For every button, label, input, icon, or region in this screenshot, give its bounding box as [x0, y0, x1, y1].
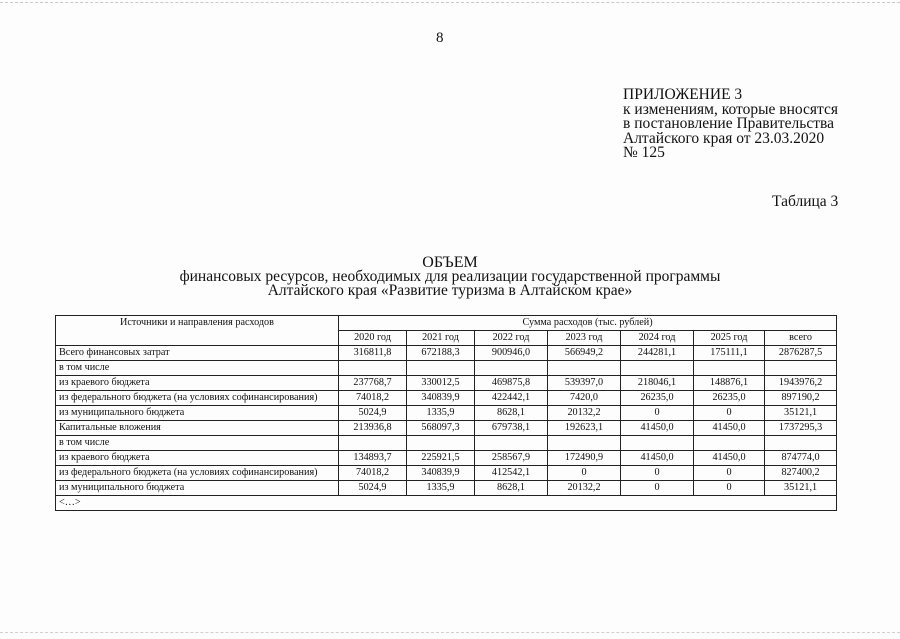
row-label: из муниципального бюджета	[56, 481, 339, 496]
value-cell: 5024,9	[339, 406, 407, 421]
value-cell: 0	[621, 406, 694, 421]
row-label: из краевого бюджета	[56, 376, 339, 391]
value-cell: 192623,1	[548, 421, 621, 436]
appendix-title: ПРИЛОЖЕНИЕ 3	[623, 86, 743, 103]
budget-table	[55, 315, 837, 511]
value-cell: 258567,9	[475, 451, 548, 466]
row-label: из муниципального бюджета	[56, 406, 339, 421]
row-label: Всего финансовых затрат	[56, 346, 339, 361]
value-cell	[548, 361, 621, 376]
value-cell	[694, 436, 765, 451]
value-cell: 74018,2	[339, 466, 407, 481]
table-label: Таблица 3	[772, 193, 839, 210]
value-cell	[765, 436, 837, 451]
value-cell	[475, 361, 548, 376]
value-cell	[339, 436, 407, 451]
value-cell: 172490,9	[548, 451, 621, 466]
row-label: из федерального бюджета (на условиях софинансирования)	[56, 466, 339, 481]
table-row	[56, 481, 837, 496]
value-cell: 20132,2	[548, 406, 621, 421]
table-row	[56, 466, 837, 481]
value-cell: 74018,2	[339, 391, 407, 406]
value-cell: 1737295,3	[765, 421, 837, 436]
header-sources: Источники и направления расходов	[56, 316, 339, 346]
value-cell: 218046,1	[621, 376, 694, 391]
table-header-row	[56, 316, 837, 331]
header-year: 2024 год	[621, 331, 694, 346]
table-row	[56, 391, 837, 406]
row-label: Капитальные вложения	[56, 421, 339, 436]
value-cell: 566949,2	[548, 346, 621, 361]
value-cell	[621, 436, 694, 451]
value-cell: 679738,1	[475, 421, 548, 436]
value-cell: 20132,2	[548, 481, 621, 496]
value-cell	[339, 361, 407, 376]
value-cell: 340839,9	[407, 466, 475, 481]
document-title	[150, 256, 750, 298]
value-cell: 0	[694, 466, 765, 481]
value-cell: 134893,7	[339, 451, 407, 466]
value-cell: 568097,3	[407, 421, 475, 436]
table-row	[56, 406, 837, 421]
header-sum: Сумма расходов (тыс. рублей)	[339, 316, 837, 331]
title-line: финансовых ресурсов, необходимых для реализации государственной программы	[179, 268, 721, 285]
value-cell: 237768,7	[339, 376, 407, 391]
header-year: 2021 год	[407, 331, 475, 346]
value-cell: 0	[694, 481, 765, 496]
table-row	[56, 451, 837, 466]
scan-edge-top	[0, 2, 900, 3]
table-row	[56, 436, 837, 451]
header-total: всего	[765, 331, 837, 346]
value-cell: 412542,1	[475, 466, 548, 481]
value-cell: 0	[548, 466, 621, 481]
value-cell: 672188,3	[407, 346, 475, 361]
value-cell: 827400,2	[765, 466, 837, 481]
value-cell: 41450,0	[694, 421, 765, 436]
appendix-line: № 125	[623, 144, 665, 161]
value-cell: 1335,9	[407, 481, 475, 496]
value-cell: 35121,1	[765, 481, 837, 496]
value-cell: 26235,0	[694, 391, 765, 406]
table-row	[56, 361, 837, 376]
header-year: 2022 год	[475, 331, 548, 346]
value-cell	[694, 361, 765, 376]
header-year: 2023 год	[548, 331, 621, 346]
value-cell: 41450,0	[621, 421, 694, 436]
value-cell: 1335,9	[407, 406, 475, 421]
value-cell: 8628,1	[475, 406, 548, 421]
value-cell: 1943976,2	[765, 376, 837, 391]
value-cell: 7420,0	[548, 391, 621, 406]
appendix-line: в постановление Правительства	[623, 115, 835, 132]
appendix-line: Алтайского края от 23.03.2020	[623, 129, 825, 147]
value-cell	[621, 361, 694, 376]
value-cell: 897190,2	[765, 391, 837, 406]
value-cell: 213936,8	[339, 421, 407, 436]
value-cell	[475, 436, 548, 451]
row-label: из краевого бюджета	[56, 451, 339, 466]
title-main: ОБЪЕМ	[422, 254, 478, 271]
value-cell: 0	[621, 481, 694, 496]
table-row	[56, 376, 837, 391]
ellipsis-cell: <…>	[56, 496, 837, 511]
header-year: 2020 год	[339, 331, 407, 346]
row-label: в том числе	[56, 361, 339, 376]
table-row	[56, 346, 837, 361]
value-cell: 5024,9	[339, 481, 407, 496]
value-cell: 0	[621, 466, 694, 481]
value-cell: 0	[694, 406, 765, 421]
value-cell: 244281,1	[621, 346, 694, 361]
value-cell	[548, 436, 621, 451]
value-cell: 175111,1	[694, 346, 765, 361]
value-cell: 340839,9	[407, 391, 475, 406]
table-body	[56, 346, 837, 496]
value-cell: 316811,8	[339, 346, 407, 361]
value-cell: 8628,1	[475, 481, 548, 496]
value-cell: 2876287,5	[765, 346, 837, 361]
value-cell	[407, 361, 475, 376]
value-cell: 35121,1	[765, 406, 837, 421]
table-row	[56, 421, 837, 436]
value-cell: 41450,0	[621, 451, 694, 466]
value-cell: 874774,0	[765, 451, 837, 466]
appendix-block	[623, 88, 838, 161]
scan-edge-bottom	[0, 632, 900, 633]
value-cell: 41450,0	[694, 451, 765, 466]
header-year: 2025 год	[694, 331, 765, 346]
appendix-line: к изменениям, которые вносятся	[623, 100, 839, 118]
value-cell: 26235,0	[621, 391, 694, 406]
table-ellipsis-row	[56, 496, 837, 511]
row-label: из федерального бюджета (на условиях софинансирования)	[56, 391, 339, 406]
value-cell: 330012,5	[407, 376, 475, 391]
value-cell	[765, 361, 837, 376]
value-cell: 422442,1	[475, 391, 548, 406]
value-cell: 469875,8	[475, 376, 548, 391]
value-cell: 900946,0	[475, 346, 548, 361]
page-number: 8	[436, 30, 444, 46]
row-label: в том числе	[56, 436, 339, 451]
value-cell: 148876,1	[694, 376, 765, 391]
value-cell: 225921,5	[407, 451, 475, 466]
value-cell	[407, 436, 475, 451]
title-line: Алтайского края «Развитие туризма в Алтайском крае»	[267, 282, 633, 299]
value-cell: 539397,0	[548, 376, 621, 391]
